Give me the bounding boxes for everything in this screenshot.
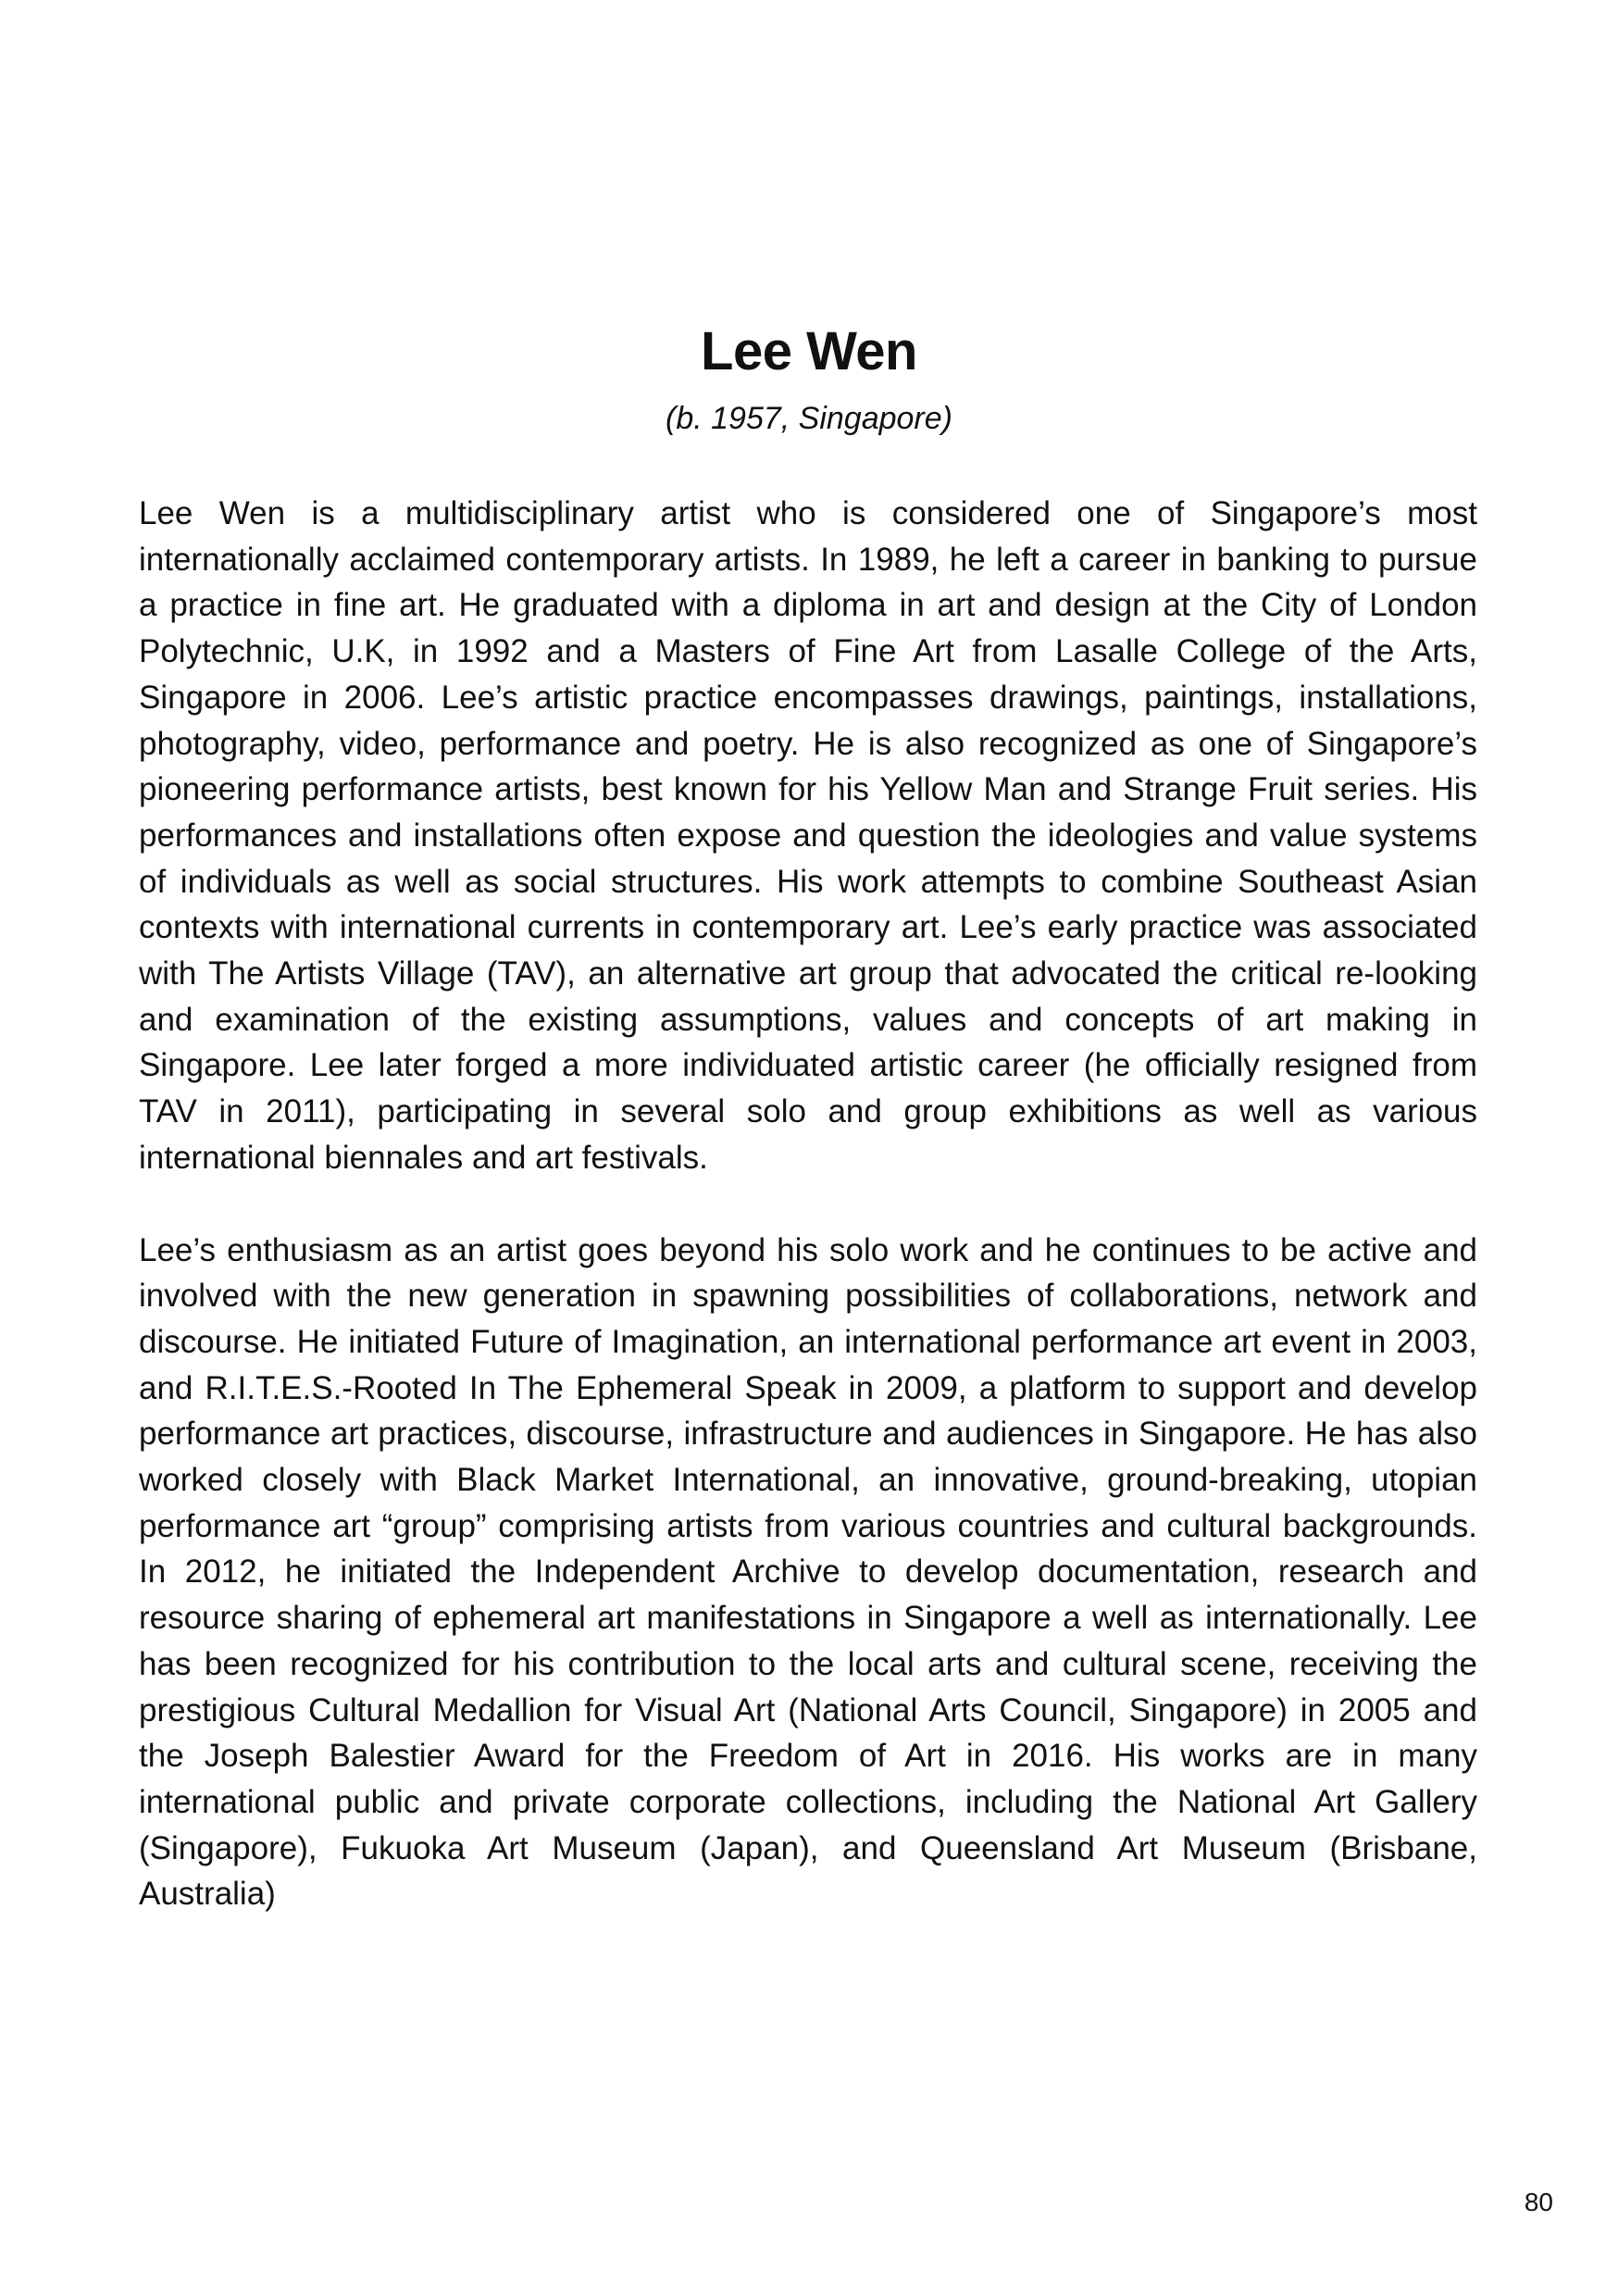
page-title: Lee Wen xyxy=(701,321,917,381)
body-paragraph: Lee’s enthusiasm as an artist goes beyond his solo work and he continues to be active and involved with the new generation in spawning possibilities of collaborations, network and discourse. He initiated Future of Imagination, an international performance art event in 2003, and R.I.T.E.S.-Rooted In The Ephemeral Speak in 2009, a platform to support and develop performance art practices, discourse, infrastructure and audiences in Singapore. He has also worked closely with Black Market International, an innovative, ground-breaking, utopian performance art “group” comprising artists from various countries and cultural backgrounds. In 2012, he initiated the Independent Archive to develop documentation, research and resource sharing of ephemeral art manifestations in Singapore a well as internationally. Lee has been recognized for his contribution to the local arts and cultural scene, receiving the prestigious Cultural Medallion for Visual Art (National Arts Council, Singapore) in 2005 and the Joseph Balestier Award for the Freedom of Art in 2016. His works are in many international public and private corporate collections, including the National Art Gallery (Singapore), Fukuoka Art Museum (Japan), and Queensland Art Museum (Brisbane, Australia) xyxy=(139,1231,1477,1913)
body-paragraph: Lee Wen is a multidisciplinary artist who is considered one of Singapore’s most internationally acclaimed contemporary artists. In 1989, he left a career in banking to pursue a practice in fine art. He graduated with a diploma in art and design at the City of London Polytechnic, U.K, in 1992 and a Masters of Fine Art from Lasalle College of the Arts, Singapore in 2006. Lee’s artistic practice encompasses drawings, paintings, installations, photography, video, performance and poetry. He is also recognized as one of Singapore’s pioneering performance artists, best known for his Yellow Man and Strange Fruit series. His performances and installations often expose and question the ideologies and value systems of individuals as well as social structures. His work attempts to combine Southeast Asian contexts with international currents in contemporary art. Lee’s early practice was associated with The Artists Village (TAV), an alternative art group that advocated the critical re-looking and examination of the existing assumptions, values and concepts of art making in Singapore. Lee later forged a more individuated artistic career (he officially resigned from TAV in 2011), participating in several solo and group exhibitions as well as various international biennales and art festivals. xyxy=(139,495,1477,1176)
body-text xyxy=(139,491,1477,1964)
page-subtitle: (b. 1957, Singapore) xyxy=(666,401,952,436)
page-number: 80 xyxy=(1524,2188,1553,2216)
